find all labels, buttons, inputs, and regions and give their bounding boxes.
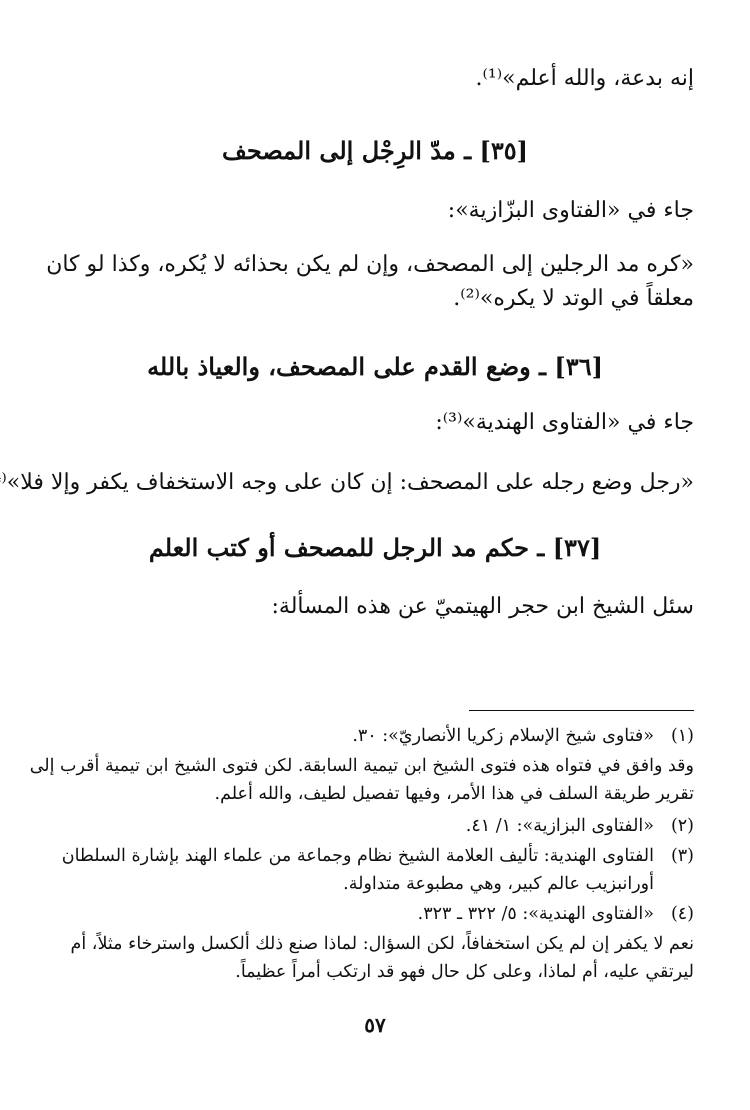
footnote-2-line-1: «الفتاوى البزازية»: ١/ ٤١.: [465, 816, 654, 836]
body-line-4: معلقاً في الوتد لا يكره»⁽²⁾.: [453, 286, 694, 311]
body-line-6: «رجل وضع رجله على المصحف: إن كان على وجه الاستخفاف يكفر وإلا فلا»⁽: [1, 470, 694, 495]
body-line-5: جاء في «الفتاوى الهندية»⁽³⁾:: [435, 410, 694, 435]
body-line-2: جاء في «الفتاوى البزّازية»:: [447, 198, 694, 223]
footnote-number-4: (٤): [670, 904, 694, 924]
body-line-3: «كره مد الرجلين إلى المصحف، وإن لم يكن بحذائه لا يُكره، وكذا لو كان: [46, 252, 694, 277]
page-number: ٥٧: [364, 1013, 386, 1037]
footnote-number-1: (١): [670, 726, 694, 746]
body-line-1: إنه بدعة، والله أعلم»⁽¹⁾.: [475, 66, 694, 91]
footnote-1-line-3: تقرير طريقة السلف في هذا الأمر، وفيها تفصيل لطيف، والله أعلم.: [214, 784, 694, 804]
footnote-separator: [469, 710, 694, 711]
footnote-4-line-2: نعم لا يكفر إن لم يكن استخفافاً، لكن السؤال: لماذا صنع ذلك ألكسل واسترخاء مثلاً، أم: [70, 934, 694, 954]
section-heading-35: [٣٥] ـ مدّ الرِجْل إلى المصحف: [222, 136, 528, 165]
footnote-3-line-1: الفتاوى الهندية: تأليف العلامة الشيخ نظام وجماعة من علماء الهند بإشارة السلطان: [61, 846, 654, 866]
footnote-4-line-3: ليرتقي عليه، أم لماذا، وعلى كل حال فهو قد ارتكب أمراً عظيماً.: [235, 962, 694, 982]
footnote-number-2: (٢): [670, 816, 694, 836]
section-heading-37: [٣٧] ـ حكم مد الرجل للمصحف أو كتب العلم: [148, 533, 602, 562]
body-line-7: سئل الشيخ ابن حجر الهيتميّ عن هذه المسألة:: [271, 594, 694, 619]
footnote-3-line-2: أورانبزيب عالم كبير، وهي مطبوعة متداولة.: [343, 874, 654, 894]
footnote-number-3: (٣): [670, 846, 694, 866]
footnote-1-line-1: «فتاوى شيخ الإسلام زكريا الأنصاريّ»: ٣٠.: [352, 726, 654, 746]
footnote-4-line-1: «الفتاوى الهندية»: ٥/ ٣٢٢ ـ ٣٢٣.: [417, 904, 654, 924]
section-heading-36: [٣٦] ـ وضع القدم على المصحف، والعياذ بالله: [147, 352, 603, 381]
footnote-1-line-2: وقد وافق في فتواه هذه فتوى الشيخ ابن تيمية السابقة. لكن فتوى الشيخ ابن تيمية أقرب إلى: [29, 756, 694, 776]
